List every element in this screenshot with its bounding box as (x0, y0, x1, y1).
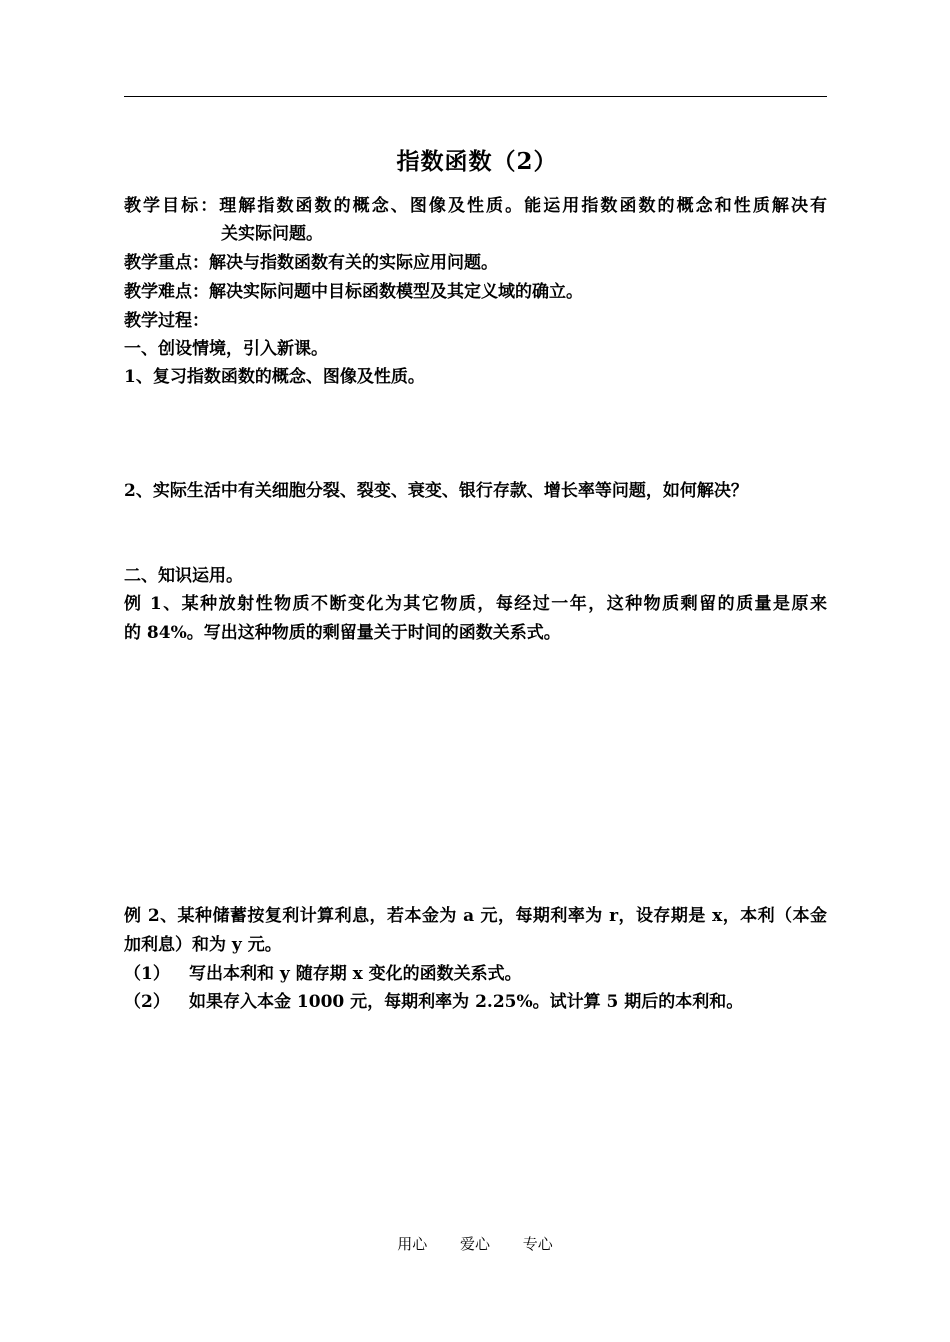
key-points: 教学重点：解决与指数函数有关的实际应用问题。 (124, 253, 498, 273)
section1-item1: 1、复习指数函数的概念、图像及性质。 (124, 367, 425, 387)
footer-word: 用心 (397, 1235, 428, 1253)
example2-line2: 加利息）和为 y 元。 (124, 935, 282, 955)
process-label: 教学过程： (124, 311, 209, 331)
footer-word: 爱心 (459, 1235, 490, 1253)
objectives-line2: 关实际问题。 (221, 224, 323, 244)
difficulties: 教学难点：解决实际问题中目标函数模型及其定义域的确立。 (124, 282, 583, 302)
page-title: 指数函数（2） (396, 148, 558, 175)
example2-question2: （2） 如果存入本金 1000 元，每期利率为 2.25%。试计算 5 期后的本利和。 (124, 992, 744, 1012)
footer-motto (0, 1233, 950, 1254)
section2-heading: 二、知识运用。 (124, 566, 243, 586)
example1-line2: 的 84%。写出这种物质的剩留量关于时间的函数关系式。 (124, 623, 561, 643)
example1-line1: 例 1、某种放射性物质不断变化为其它物质，每经过一年，这种物质剩留的质量是原来 (124, 594, 827, 614)
header-rule (124, 96, 827, 97)
example2-line1: 例 2、某种储蓄按复利计算利息，若本金为 a 元，每期利率为 r，设存期是 x，本利（本金 (124, 906, 827, 926)
section1-heading: 一、创设情境，引入新课。 (124, 339, 328, 359)
section1-item2: 2、实际生活中有关细胞分裂、裂变、衰变、银行存款、增长率等问题，如何解决？ (124, 481, 748, 501)
example2-question1: （1） 写出本利和 y 随存期 x 变化的函数关系式。 (124, 964, 522, 984)
footer-word: 专心 (522, 1235, 553, 1253)
objectives-line1: 教学目标：理解指数函数的概念、图像及性质。能运用指数函数的概念和性质解决有 (124, 196, 828, 216)
